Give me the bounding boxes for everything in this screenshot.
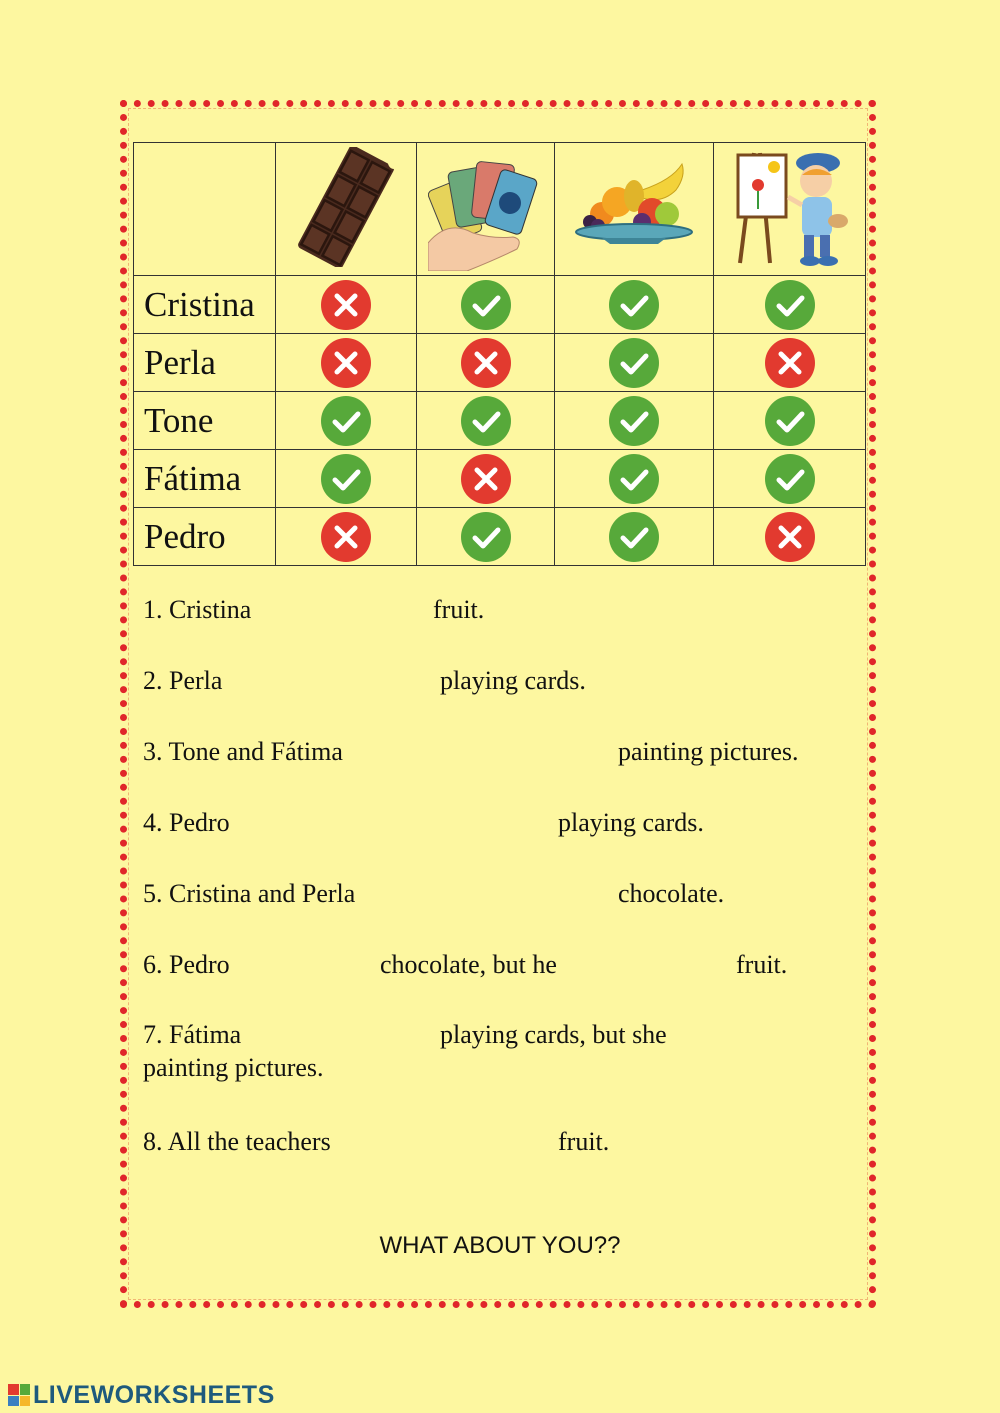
mark-cell — [555, 334, 714, 392]
check-icon — [608, 395, 660, 447]
sentence-part: chocolate, but he — [380, 950, 557, 979]
sentence-1 — [143, 592, 863, 628]
sentence-7 — [143, 1017, 863, 1053]
header-cell-fruit — [555, 143, 714, 276]
fruit-bowl-icon — [572, 162, 697, 252]
check-icon — [608, 511, 660, 563]
sentence-part: 6. Pedro — [143, 950, 230, 979]
check-icon — [608, 337, 660, 389]
mark-cell — [555, 392, 714, 450]
sentence-part: painting pictures. — [618, 737, 799, 766]
sentence-5 — [143, 876, 863, 912]
cross-icon — [460, 453, 512, 505]
mark-cell — [555, 450, 714, 508]
sentence-part: playing cards. — [558, 808, 704, 837]
table-row — [134, 334, 866, 392]
check-icon — [608, 453, 660, 505]
header-cell-painting — [714, 143, 866, 276]
liveworksheets-logo — [8, 1380, 275, 1410]
cross-icon — [320, 511, 372, 563]
check-icon — [764, 395, 816, 447]
cross-icon — [320, 337, 372, 389]
header-empty-cell — [134, 143, 276, 276]
likes-table — [133, 142, 866, 566]
person-name: Fátima — [144, 458, 242, 498]
mark-cell — [714, 508, 866, 566]
mark-cell — [714, 450, 866, 508]
table-row — [134, 450, 866, 508]
brand-text: LIVEWORKSHEETS — [33, 1380, 275, 1409]
name-cell — [134, 276, 276, 334]
name-cell — [134, 450, 276, 508]
sentence-3 — [143, 734, 863, 770]
sentence-part: fruit. — [433, 595, 485, 624]
table-row — [134, 508, 866, 566]
mark-cell — [714, 392, 866, 450]
cross-icon — [320, 279, 372, 331]
mark-cell — [417, 450, 555, 508]
name-cell — [134, 508, 276, 566]
sentence-part: 8. All the teachers — [143, 1127, 331, 1156]
person-name: Tone — [144, 400, 214, 440]
table-row — [134, 392, 866, 450]
sentence-part: 3. Tone and Fátima — [143, 737, 343, 766]
mark-cell — [417, 276, 555, 334]
sentence-part: fruit. — [736, 950, 788, 979]
sentence-part: 2. Perla — [143, 666, 223, 695]
table-header-row — [134, 143, 866, 276]
sentence-8 — [143, 1124, 863, 1160]
check-icon — [460, 511, 512, 563]
mark-cell — [417, 508, 555, 566]
sentence-part: 1. Cristina — [143, 595, 252, 624]
mark-cell — [555, 276, 714, 334]
check-icon — [608, 279, 660, 331]
check-icon — [764, 279, 816, 331]
header-cell-cards — [417, 143, 555, 276]
sentence-part: fruit. — [558, 1127, 610, 1156]
mark-cell — [276, 392, 417, 450]
name-cell — [134, 334, 276, 392]
cross-icon — [460, 337, 512, 389]
header-cell-chocolate — [276, 143, 417, 276]
mark-cell — [714, 276, 866, 334]
playing-cards-icon — [428, 143, 543, 271]
check-icon — [320, 395, 372, 447]
sentence-part: chocolate. — [618, 879, 725, 908]
cross-icon — [764, 337, 816, 389]
check-icon — [320, 453, 372, 505]
person-name: Cristina — [144, 284, 255, 324]
mark-cell — [276, 276, 417, 334]
table-row — [134, 276, 866, 334]
mark-cell — [714, 334, 866, 392]
sentence-part: playing cards, but she — [440, 1020, 667, 1049]
mark-cell — [276, 508, 417, 566]
sentence-6 — [143, 947, 863, 983]
sentence-part: 5. Cristina and Perla — [143, 879, 356, 908]
check-icon — [460, 279, 512, 331]
mark-cell — [276, 450, 417, 508]
person-name: Pedro — [144, 516, 226, 556]
mark-cell — [555, 508, 714, 566]
check-icon — [764, 453, 816, 505]
cross-icon — [764, 511, 816, 563]
sentence-part: 4. Pedro — [143, 808, 230, 837]
person-name: Perla — [144, 342, 216, 382]
mark-cell — [417, 392, 555, 450]
sentence-4 — [143, 805, 863, 841]
painting-boy-icon — [730, 143, 850, 271]
sentence-continuation: painting pictures. — [143, 1053, 324, 1082]
closing-question: WHAT ABOUT YOU?? — [379, 1232, 621, 1259]
name-cell — [134, 392, 276, 450]
mark-cell — [276, 334, 417, 392]
chocolate-bar-icon — [291, 147, 401, 267]
sentence-part: 7. Fátima — [143, 1020, 242, 1049]
sentence-part: playing cards. — [440, 666, 586, 695]
brand-logo-icon — [8, 1384, 30, 1406]
check-icon — [460, 395, 512, 447]
sentence-2 — [143, 663, 863, 699]
mark-cell — [417, 334, 555, 392]
